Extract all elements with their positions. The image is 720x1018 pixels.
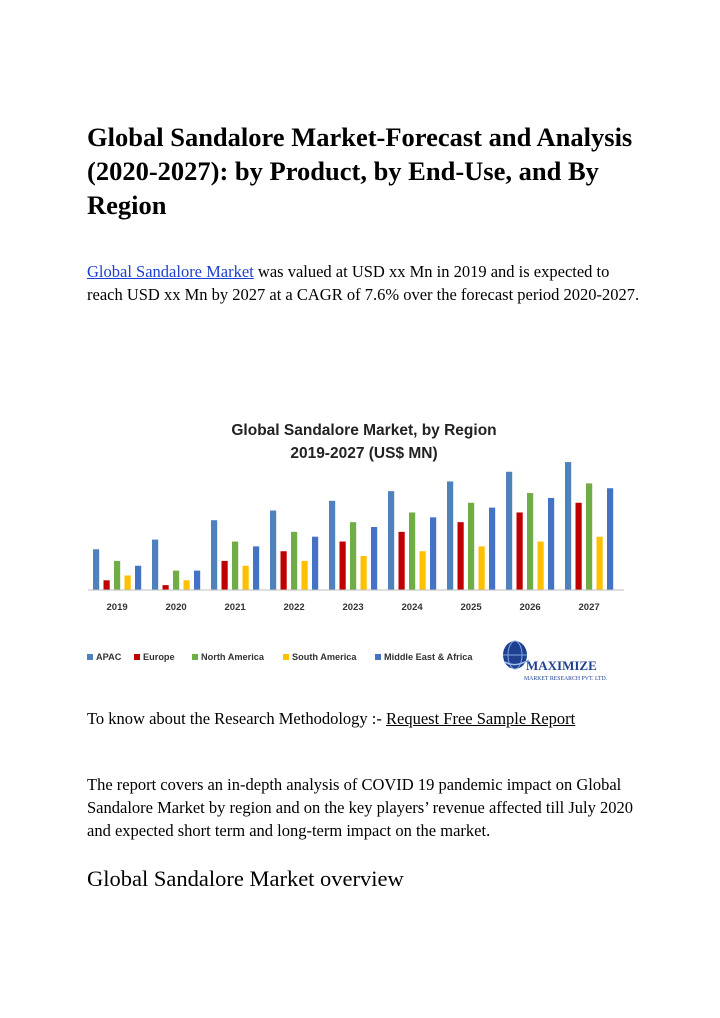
legend-label-middle-east-africa: Middle East & Africa (384, 652, 473, 662)
x-tick-2022: 2022 (283, 602, 305, 613)
bar-south-america-2020 (184, 580, 190, 590)
bar-middle-east-africa-2024 (430, 517, 436, 590)
bar-apac-2025 (447, 481, 453, 590)
bar-south-america-2025 (479, 546, 485, 590)
legend-swatch-middle-east-africa (375, 654, 381, 660)
bar-middle-east-africa-2023 (371, 527, 377, 590)
bar-middle-east-africa-2021 (253, 546, 259, 590)
maximize-logo (503, 641, 608, 682)
bar-middle-east-africa-2019 (135, 566, 141, 590)
bar-apac-2027 (565, 462, 571, 590)
bar-middle-east-africa-2020 (194, 571, 200, 590)
bar-middle-east-africa-2025 (489, 508, 495, 590)
x-tick-2024: 2024 (401, 602, 423, 613)
bar-europe-2024 (399, 532, 405, 590)
overview-heading: Global Sandalore Market overview (87, 866, 404, 891)
legend-label-apac: APAC (96, 652, 122, 662)
bar-europe-2020 (163, 585, 169, 590)
methodology-paragraph (87, 707, 647, 730)
x-tick-2026: 2026 (519, 602, 541, 613)
chart-title: Global Sandalore Market, by Region (231, 422, 497, 439)
bar-south-america-2021 (243, 566, 249, 590)
legend-swatch-europe (134, 654, 140, 660)
request-sample-link[interactable]: Request Free Sample Report (386, 709, 576, 728)
x-tick-2027: 2027 (578, 602, 600, 613)
bar-south-america-2019 (125, 575, 131, 590)
bar-europe-2026 (517, 512, 523, 590)
bar-europe-2021 (222, 561, 228, 590)
bar-north-america-2019 (114, 561, 120, 590)
bar-europe-2019 (104, 580, 110, 590)
legend-label-south-america: South America (292, 652, 357, 662)
methodology-text: To know about the Research Methodology :- (87, 709, 386, 728)
x-tick-2023: 2023 (342, 602, 364, 613)
bar-apac-2020 (152, 540, 158, 590)
legend-swatch-apac (87, 654, 93, 660)
chart-svg (86, 410, 634, 695)
intro-text: was valued at USD xx Mn in 2019 and is expected to reach USD xx Mn by 2027 at a CAGR of 7.6% over the forecast period 2020-2027. (87, 262, 640, 304)
report-paragraph: The report covers an in-depth analysis of COVID 19 pandemic impact on Global Sandalore Market by region and on the key players’ revenue affected till July 2020 and expected short term and long-term impact on the market. (87, 775, 633, 840)
bar-middle-east-africa-2027 (607, 488, 613, 590)
bar-europe-2023 (340, 542, 346, 590)
bar-north-america-2025 (468, 503, 474, 590)
chart-subtitle: 2019-2027 (US$ MN) (290, 445, 438, 462)
bar-south-america-2024 (420, 551, 426, 590)
bar-europe-2022 (281, 551, 287, 590)
legend-label-north-america: North America (201, 652, 264, 662)
bar-apac-2023 (329, 501, 335, 590)
bar-north-america-2027 (586, 483, 592, 590)
bar-apac-2022 (270, 511, 276, 590)
x-tick-2021: 2021 (224, 602, 246, 613)
bar-middle-east-africa-2022 (312, 537, 318, 590)
intro-paragraph (87, 260, 647, 306)
bar-south-america-2027 (597, 537, 603, 590)
bar-north-america-2026 (527, 493, 533, 590)
legend-label-europe: Europe (143, 652, 175, 662)
logo-name: MAXIMIZE (526, 658, 597, 673)
logo-tagline: MARKET RESEARCH PVT. LTD. (524, 676, 608, 682)
bar-north-america-2021 (232, 542, 238, 590)
bar-north-america-2022 (291, 532, 297, 590)
bar-europe-2025 (458, 522, 464, 590)
bar-south-america-2023 (361, 556, 367, 590)
x-tick-2025: 2025 (460, 602, 482, 613)
bar-europe-2027 (576, 503, 582, 590)
bar-apac-2026 (506, 472, 512, 590)
legend-swatch-north-america (192, 654, 198, 660)
bar-apac-2021 (211, 520, 217, 590)
bar-middle-east-africa-2026 (548, 498, 554, 590)
bar-apac-2019 (93, 549, 99, 590)
document-title: Global Sandalore Market-Forecast and Analysis (2020-2027): by Product, by End-Use, and By Region (87, 122, 633, 220)
chart-legend (87, 652, 473, 662)
bar-apac-2024 (388, 491, 394, 590)
region-bar-chart (86, 410, 634, 695)
x-tick-2019: 2019 (106, 602, 128, 613)
x-tick-labels (107, 602, 600, 613)
x-tick-2020: 2020 (165, 602, 187, 613)
bar-north-america-2020 (173, 571, 179, 590)
legend-swatch-south-america (283, 654, 289, 660)
bar-south-america-2026 (538, 542, 544, 590)
chart-bars (93, 462, 613, 590)
market-link[interactable]: Global Sandalore Market (87, 262, 254, 281)
bar-south-america-2022 (302, 561, 308, 590)
bar-north-america-2023 (350, 522, 356, 590)
bar-north-america-2024 (409, 512, 415, 590)
